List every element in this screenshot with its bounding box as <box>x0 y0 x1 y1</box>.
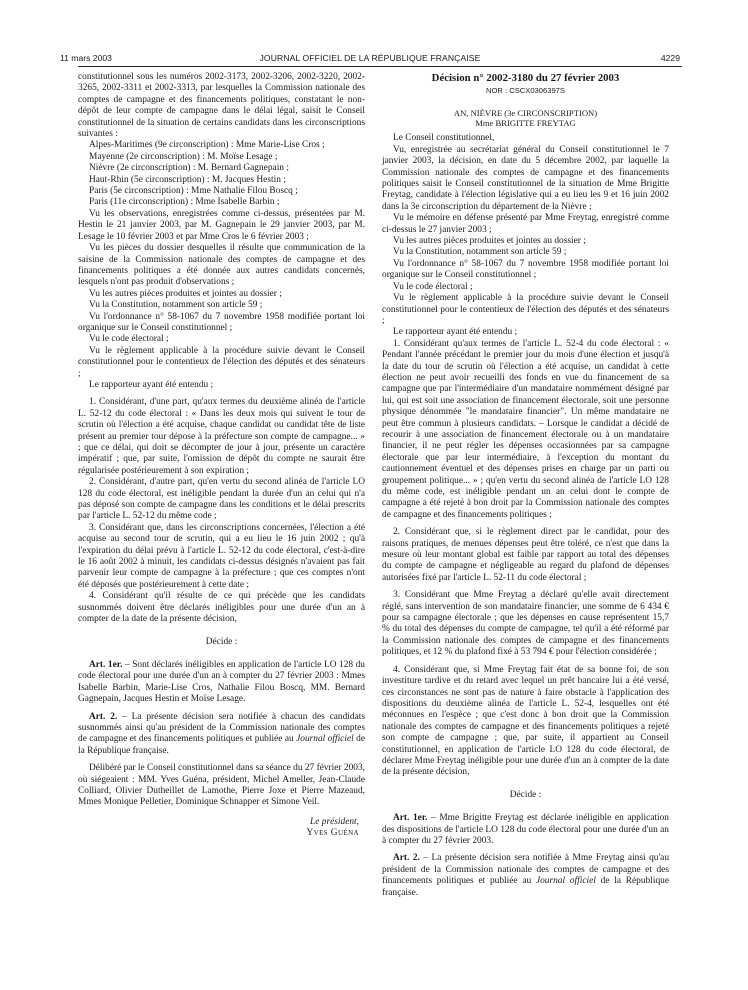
decision-title: Décision n° 2002-3180 du 27 février 2003 <box>431 72 620 84</box>
article-2 <box>78 712 365 758</box>
running-header <box>60 53 680 67</box>
article-1-text: – Sont déclarés inéligibles en application de l'article LO 128 du code électoral pour une durée d'un an à compter du 27 février 2003 : Mmes Isabelle Barbin, Marie-Lise Cros, Nathalie Filou Boscq, MM. Bernard Gagnepain, Jacques Hestin et Moïse Lesage. <box>78 659 365 705</box>
list-item: Alpes-Maritimes (9e circonscription) : Mme Marie-Lise Cros ; <box>89 140 325 151</box>
vu-paragraph: Vu la Constitution, notamment son article 59 ; <box>393 247 567 258</box>
article-2-label: Art. 2. <box>393 853 420 864</box>
article-2-label: Art. 2. <box>89 711 118 722</box>
article-1-text: – Mme Brigitte Freytag est déclarée inéligible en application des dispositions de l'article LO 128 du code électoral pour une durée d'un an à compter du 27 février 2003. <box>382 813 669 846</box>
article-2-text-end: de la République française. <box>382 876 669 898</box>
considerant-paragraph: 3. Considérant que Mme Freytag a déclaré qu'elle avait directement réglé, sans intervention de son mandataire financier, une somme de 6 434 € pour sa campagne électorale ; que les dépenses en cause représentent 15,7 % du total des dépenses du compte de campagne, tel qu'il a été réformé par la Commission nationale des comptes de campagne et des financements politiques, et 12 % du plafond fixé à 53 794 € pour l'élection considérée ; <box>382 590 669 658</box>
considerant-paragraph: 4. Considérant qu'il résulte de ce qui précède que les candidats susnommés doivent être déclarés inéligibles pour une durée d'un an à compter de la date de la présente décision, <box>78 591 365 625</box>
list-item: Paris (11e circonscription) : Mme Isabelle Barbin ; <box>89 197 280 208</box>
considerant-paragraph: 3. Considérant que, dans les circonscriptions concernées, l'élection a été acquise au second tour de scrutin, qui a eu lieu le 16 juin 2002 ; qu'à l'expiration du délai prévu à l'article L. 52-12 du code électoral, c'est-à-dire le 16 août 2002 à minuit, les candidats ci-dessus désignés n'avaient pas fait parvenir leur compte de campagne à la préfecture ; que ces comptes n'ont été déposés que postérieurement à cette date ; <box>78 522 365 590</box>
considerant-paragraph: 2. Considérant que, si le règlement direct par le candidat, pour des raisons pratiques, de menues dépenses peut être toléré, ce n'est que dans la mesure où leur montant global est faible par rapport au total des dépenses du compte de campagne et négligeable au regard du plafond de dépenses autorisées fixé par l'article L. 52-11 du code électoral ; <box>382 527 669 583</box>
article-2 <box>382 853 669 899</box>
decision-nor: NOR : CSCX0306397S <box>486 86 565 95</box>
decision-circonscription: AN, NIÈVRE (3e CIRCONSCRIPTION) <box>453 108 598 119</box>
vu-paragraph: Vu l'ordonnance n° 58-1067 du 7 novembre 1958 modifiée portant loi organique sur le Conseil constitutionnel ; <box>382 258 669 281</box>
considerant-paragraph: 1. Considérant qu'aux termes de l'article L. 52-4 du code électoral : « Pendant l'année précédant le premier jour du mois d'une élection et jusqu'à la date du tour de scrutin où l'élection a été acquise, un candidat à cette élection ne peut avoir recueilli des fonds en vue du financement de sa campagne que par l'intermédiaire d'un mandataire nommément désigné par lui, qui est soit une association de financement électorale, soit une personne physique dénommée "le mandataire financier". Un même mandataire ne peut être commun à plusieurs candidats. – Lorsque le candidat a décidé de recourir à une association de financement électorale ou à un mandataire financier, il ne peut régler les dépenses occasionnées par sa campagne électorale que par leur intermédiaire, à l'exception du montant du cautionnement éventuel et des dépenses prises en charge par un parti ou groupement politique... » ; qu'en vertu du second alinéa de l'article LO 128 du même code, est inéligible pendant un an celui dont le compte de campagne a été rejeté à bon droit par la Commission nationale des comptes de campagne et des financements politiques ; <box>382 338 669 520</box>
article-2-text: – La présente décision sera notifiée à chacun des candidats susnommés ainsi qu'au président de la Commission nationale des comptes de campagne et des financements politiques et publiée au <box>78 711 365 745</box>
decide-heading: Décide : <box>509 789 542 800</box>
vu-paragraph: Vu le code électoral ; <box>89 334 169 345</box>
right-column <box>382 72 669 899</box>
vu-paragraph: Vu les observations, enregistrées comme ci-dessus, présentées par M. Hestin le 21 janvier 2003, par M. Gagnepain le 29 janvier 2003, par M. Lesage le 10 février 2003 et par Mme Cros le 6 février 2003 ; <box>78 208 365 242</box>
article-2-text: – La présente décision sera notifiée à Mme Freytag ainsi qu'au président de la Commission nationale des comptes de campagne et des financements politiques et publiée au <box>382 853 670 887</box>
vu-paragraph: Vu le code électoral ; <box>393 281 473 292</box>
header-date: 11 mars 2003 <box>60 53 112 63</box>
vu-paragraph: Le rapporteur ayant été entendu ; <box>393 327 518 338</box>
header-page-number: 4229 <box>660 53 680 63</box>
vu-paragraph: Le rapporteur ayant été entendu ; <box>89 379 214 390</box>
list-item: Mayenne (2e circonscription) : M. Moïse Lesage ; <box>89 151 278 162</box>
vu-paragraph: Vu, enregistrée au secrétariat général du Conseil constitutionnel le 7 janvier 2003, la décision, en date du 5 décembre 2002, par laquelle la Commission nationale des comptes de campagne et des financements politiques saisit le Conseil constitutionnel de la situation de Mme Brigitte Freytag, candidate à l'élection législative qui a eu lieu les 9 et 16 juin 2002 dans la 3e circonscription du département de la Nièvre ; <box>382 144 669 212</box>
saisine-paragraph: constitutionnel sous les numéros 2002-3173, 2002-3206, 2002-3220, 2002-3265, 2002-3311 et 2002-3313, par lesquelles la Commission nationale des comptes de campagne et des financements politiques, constatant le non-dépôt de leur compte de campagne dans le délai légal, saisit le Conseil constitutionnel de la situation de certains candidats dans les circonscriptions suivantes : <box>78 72 365 140</box>
list-item: Paris (5e circonscription) : Mme Nathalie Filou Boscq ; <box>89 186 298 197</box>
vu-paragraph: Vu l'ordonnance n° 58-1067 du 7 novembre 1958 modifiée portant loi organique sur le Conseil constitutionnel ; <box>78 311 365 333</box>
vu-paragraph: Vu les autres pièces produites et jointes au dossier ; <box>393 236 586 247</box>
considerant-paragraph: 4. Considérant que, si Mme Freytag fait état de sa bonne foi, de son investiture tardive et du retard avec lequel un prêt bancaire lui a été versé, ces circonstances ne sont pas de nature à faire obstacle à l'application des dispositions du deuxième alinéa de l'article L. 52-4, lesquelles ont été méconnues en l'espèce ; que c'est donc à bon droit que la Commission nationale des comptes de campagne et des financements politiques a rejeté son compte de campagne ; que, par suite, il appartient au Conseil constitutionnel, en application de l'article LO 128 du code électoral, de déclarer Mme Freytag inéligible pour une durée d'un an à compter de la date de la présente décision, <box>382 664 669 778</box>
deliberation-paragraph: Délibéré par le Conseil constitutionnel dans sa séance du 27 février 2003, où siégeaient : MM. Yves Guéna, président, Michel Ameller, Jean-Claude Colliard, Olivier Dutheillet de Lamothe, Pierre Joxe et Pierre Mazeaud, Mmes Monique Pelletier, Dominique Schnapper et Simone Veil. <box>78 763 365 808</box>
signature-block <box>78 817 365 840</box>
list-item: Nièvre (2e circonscription) : M. Bernard Gagnepain ; <box>89 163 289 174</box>
vu-paragraph: Vu le règlement applicable à la procédure suivie devant le Conseil constitutionnel pour le contentieux de l'élection des députés et des sénateurs ; <box>382 293 669 326</box>
vu-paragraph: Vu les autres pièces produites et jointes au dossier ; <box>89 288 282 299</box>
article-1-label: Art. 1er. <box>393 813 428 824</box>
header-rule <box>78 66 682 67</box>
signature-title: Le président, <box>310 816 359 827</box>
vu-paragraph: Vu la Constitution, notamment son article 59 ; <box>89 300 263 311</box>
article-1 <box>382 813 669 847</box>
vu-paragraph: Vu les pièces du dossier desquelles il résulte que communication de la saisine de la Commission nationale des comptes de campagne et des financements politiques a été donnée aux autres candidats concernés, lesquels n'ont pas produit d'observations ; <box>78 243 365 288</box>
decide-heading: Décide : <box>205 636 238 647</box>
circonscription-list <box>78 140 365 208</box>
article-1-label: Art. 1er. <box>89 659 123 670</box>
article-2-text-end: de la République française. <box>78 734 365 756</box>
vu-paragraph: Vu le mémoire en défense présenté par Mme Freytag, enregistré comme ci-dessus le 27 janvier 2003 ; <box>382 213 669 235</box>
considerant-paragraph: 2. Considérant, d'autre part, qu'en vertu du second alinéa de l'article LO 128 du code électoral, est inéligible pendant la durée d'un an celui qui n'a pas déposé son compte de campagne dans les conditions et le délai prescrits par l'article L. 52-12 du même code ; <box>78 477 365 522</box>
journal-officiel-ref: Journal officiel <box>296 734 354 745</box>
list-item: Haut-Rhin (5e circonscription) : M. Jacques Hestin ; <box>89 174 286 185</box>
article-1 <box>78 660 365 706</box>
signature-name: Yves Guéna <box>306 828 359 839</box>
header-journal-title: JOURNAL OFFICIEL DE LA RÉPUBLIQUE FRANÇAISE <box>259 53 481 63</box>
journal-officiel-ref: Journal officiel <box>535 876 596 887</box>
intro-paragraph: Le Conseil constitutionnel, <box>393 133 495 144</box>
vu-paragraph: Vu le règlement applicable à la procédure suivie devant le Conseil constitutionnel pour le contentieux de l'élection des députés et des sénateurs ; <box>78 345 365 379</box>
decision-person: Mme BRIGITTE FREYTAG <box>475 118 576 129</box>
considerant-paragraph: 1. Considérant, d'une part, qu'aux termes du deuxième alinéa de l'article L. 52-12 du code électoral : « Dans les deux mois qui suivent le tour de scrutin où l'élection a été acquise, chaque candidat ou candidat tête de liste présent au premier tour dépose à la préfecture son compte de campagne... » ; que ce délai, qui doit se décompter de jour à jour, présente un caractère impératif ; que, par suite, l'omission de dépôt du compte ne saurait être régularisée postérieurement à son expiration ; <box>78 397 365 476</box>
left-column <box>78 72 365 840</box>
